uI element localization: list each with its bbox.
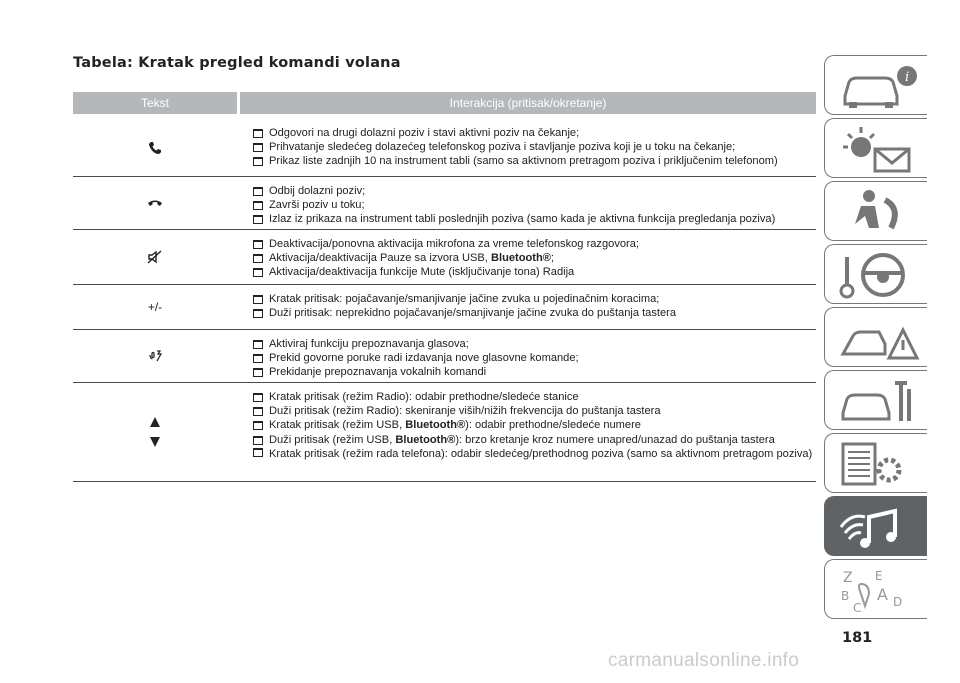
car-info-icon bbox=[839, 62, 923, 110]
tab-safety[interactable] bbox=[824, 181, 927, 241]
table-row bbox=[73, 119, 816, 177]
list-item: Odgovori na drugi dolazni poziv i stavi aktivni poziv na čekanje; bbox=[253, 126, 816, 140]
multimedia-icon bbox=[839, 503, 923, 551]
list-item: Duži pritisak: neprekidno pojačavanje/smanjivanje jačine zvuka do puštanja tastera bbox=[253, 306, 816, 320]
table-header-interaction: Interakcija (pritisak/okretanje) bbox=[240, 92, 816, 114]
airbag-seat-icon bbox=[839, 188, 923, 236]
volume-plus-minus-label: +/- bbox=[147, 300, 163, 314]
table-row bbox=[73, 230, 816, 285]
technical-data-icon bbox=[839, 440, 923, 488]
list-item: Kratak pritisak (režim Radio): odabir prethodne/sledeće stanice bbox=[253, 390, 816, 404]
tab-multimedia[interactable] bbox=[824, 496, 927, 556]
table-row bbox=[73, 330, 816, 383]
index-icon bbox=[839, 566, 923, 614]
tab-index[interactable] bbox=[824, 559, 927, 619]
list-item: Duži pritisak (režim USB, Bluetooth®): brzo kretanje kroz numere unapred/unazad do puštanja tastera bbox=[253, 433, 816, 447]
svg-text:B: B bbox=[841, 589, 850, 603]
svg-text:Z: Z bbox=[843, 570, 853, 586]
table-row bbox=[73, 285, 816, 330]
svg-text:A: A bbox=[877, 585, 888, 604]
tab-warning-lights[interactable] bbox=[824, 118, 927, 178]
list-item: Kratak pritisak (režim rada telefona): odabir sledećeg/prethodnog poziva (samo sa aktivnom pretragom poziva) bbox=[253, 447, 816, 461]
warning-lights-icon bbox=[839, 125, 923, 173]
svg-text:C: C bbox=[853, 601, 862, 614]
list-item: Odbij dolazni poziv; bbox=[253, 184, 816, 198]
mute-icon bbox=[73, 230, 237, 284]
list-item: Prekidanje prepoznavanja vokalnih komandi bbox=[253, 365, 816, 379]
tab-starting-driving[interactable] bbox=[824, 244, 927, 304]
page-number: 181 bbox=[842, 630, 873, 646]
phone-hangup-icon bbox=[73, 177, 237, 229]
list-item: Prekid govorne poruke radi izdavanja nove glasovne komande; bbox=[253, 351, 816, 365]
up-down-arrows-icon bbox=[73, 383, 237, 481]
watermark: carmanualsonline.info bbox=[608, 650, 800, 671]
list-item: Duži pritisak (režim Radio): skeniranje viših/nižih frekvencija do puštanja tastera bbox=[253, 404, 816, 418]
svg-text:E: E bbox=[875, 569, 883, 583]
list-item: Aktivacija/deaktivacija funkcije Mute (isključivanje tona) Radija bbox=[253, 265, 816, 279]
page-title: Tabela: Kratak pregled komandi volana bbox=[73, 55, 401, 71]
phone-answer-icon bbox=[73, 119, 237, 176]
list-item: Prikaz liste zadnjih 10 na instrument tabli (samo sa aktivnom pretragom poziva i priključenim telefonom) bbox=[253, 154, 816, 168]
list-item: Prihvatanje sledećeg dolazećeg telefonskog poziva i stavljanje poziva koji je u toku na čekanje; bbox=[253, 140, 816, 154]
tab-emergency[interactable] bbox=[824, 307, 927, 367]
table-header-text: Tekst bbox=[73, 92, 237, 114]
list-item: Deaktivacija/ponovna aktivacija mikrofona za vreme telefonskog razgovora; bbox=[253, 237, 816, 251]
list-item: Izlaz iz prikaza na instrument tabli poslednjih poziva (samo kada je aktivna funkcija pregledanja poziva) bbox=[253, 212, 816, 226]
steering-key-icon bbox=[839, 251, 923, 299]
svg-text:D: D bbox=[893, 595, 903, 609]
svg-text:i: i bbox=[905, 70, 910, 85]
tab-car-info[interactable] bbox=[824, 55, 927, 115]
list-item: Kratak pritisak (režim USB, Bluetooth®): odabir prethodne/sledeće numere bbox=[253, 418, 816, 432]
section-tabs bbox=[824, 55, 930, 614]
tab-technical-data[interactable] bbox=[824, 433, 927, 493]
list-item: Aktiviraj funkciju prepoznavanja glasova; bbox=[253, 337, 816, 351]
tab-maintenance[interactable] bbox=[824, 370, 927, 430]
table-row bbox=[73, 383, 816, 482]
road-warning-icon bbox=[839, 314, 923, 362]
list-item: Završi poziv u toku; bbox=[253, 198, 816, 212]
car-service-icon bbox=[839, 377, 923, 425]
voice-command-icon bbox=[73, 330, 237, 382]
list-item: Kratak pritisak: pojačavanje/smanjivanje jačine zvuka u pojedinačnim koracima; bbox=[253, 292, 816, 306]
list-item: Aktivacija/deaktivacija Pauze sa izvora USB, Bluetooth®; bbox=[253, 251, 816, 265]
table-row bbox=[73, 177, 816, 230]
